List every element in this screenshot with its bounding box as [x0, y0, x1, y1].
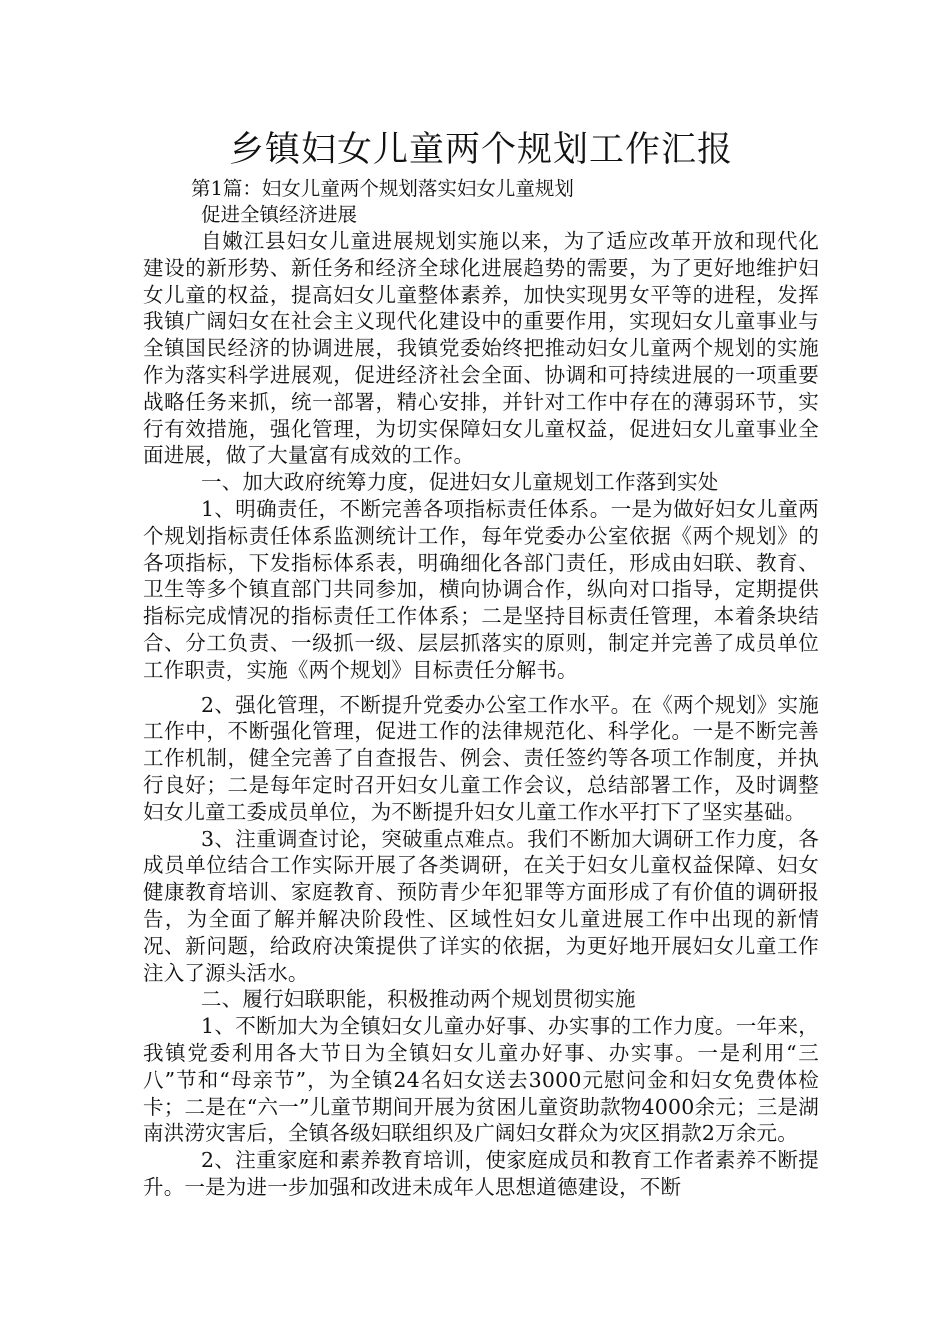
- section-heading-1: 一、加大政府统筹力度，促进妇女儿童规划工作落到实处: [201, 470, 719, 495]
- section1-item-2: 2、强化管理，不断提升党委办公室工作水平。在《两个规划》实施工作中，不断强化管理，促进工作的法律规范化、科学化。一是不断完善工作机制，健全完善了自查报告、例会、责任签约等各项工作制度，并执行良好；二是每年定时召开妇女儿童工作会议，总结部署工作，及时调整妇女儿童工委成员单位，为不断提升妇女儿童工作水平打下了坚实基础。: [143, 692, 819, 824]
- section1-item-1: 1、明确责任，不断完善各项指标责任体系。一是为做好妇女儿童两个规划指标责任体系监测统计工作，每年党委办公室依据《两个规划》的各项指标，下发指标体系表，明确细化各部门责任，形成由妇联、教育、卫生等多个镇直部门共同参加，横向协调合作，纵向对口指导，定期提供指标完成情况的指标责任工作体系；二是坚持目标责任管理，本着条块结合、分工负责、一级抓一级、层层抓落实的原则，制定并完善了成员单位工作职责，实施《两个规划》目标责任分解书。: [143, 496, 819, 682]
- document-title: 乡镇妇女儿童两个规划工作汇报: [228, 130, 733, 170]
- paragraph-gap: [143, 684, 819, 692]
- section2-item-2: 2、注重家庭和素养教育培训，使家庭成员和教育工作者素养不断提升。一是为进一步加强和改进未成年人思想道德建设，不断: [143, 1148, 819, 1199]
- document-page: [143, 128, 819, 1201]
- document-subtitle-line2: 促进全镇经济进展: [201, 203, 358, 226]
- section-heading-2: 二、履行妇联职能，积极推动两个规划贯彻实施: [201, 987, 636, 1012]
- document-subtitle: 第1篇：妇女儿童两个规划落实妇女儿童规划: [191, 177, 574, 200]
- section2-item-1: 1、不断加大为全镇妇女儿童办好事、办实事的工作力度。一年来，我镇党委利用各大节日为全镇妇女儿童办好事、办实事。一是利用“三八”节和“母亲节”，为全镇24名妇女送去3000元慰问金和妇女免费体检卡；二是在“六一”儿童节期间开展为贫困儿童资助款物4000余元；三是湖南洪涝灾害后，全镇各级妇联组织及广阔妇女群众为灾区捐款2万余元。: [143, 1014, 819, 1146]
- section1-item-3: 3、注重调查讨论，突破重点难点。我们不断加大调研工作力度，各成员单位结合工作实际开展了各类调研，在关于妇女儿童权益保障、妇女健康教育培训、家庭教育、预防青少年犯罪等方面形成了有价值的调研报告，为全面了解并解决阶段性、区域性妇女儿童进展工作中出现的新情况、新问题，给政府决策提供了详实的依据，为更好地开展妇女儿童工作注入了源头活水。: [143, 826, 819, 985]
- intro-paragraph: 自嫩江县妇女儿童进展规划实施以来，为了适应改革开放和现代化建设的新形势、新任务和经济全球化进展趋势的需要，为了更好地维护妇女儿童的权益，提高妇女儿童整体素养，加快实现男女平等的进程，发挥我镇广阔妇女在社会主义现代化建设中的重要作用，实现妇女儿童事业与全镇国民经济的协调进展，我镇党委始终把推动妇女儿童两个规划的实施作为落实科学进展观，促进经济社会全面、协调和可持续进展的一项重要战略任务来抓，统一部署，精心安排，并针对工作中存在的薄弱环节，实行有效措施，强化管理，为切实保障妇女儿童权益，促进妇女儿童事业全面进展，做了大量富有成效的工作。: [143, 229, 819, 468]
